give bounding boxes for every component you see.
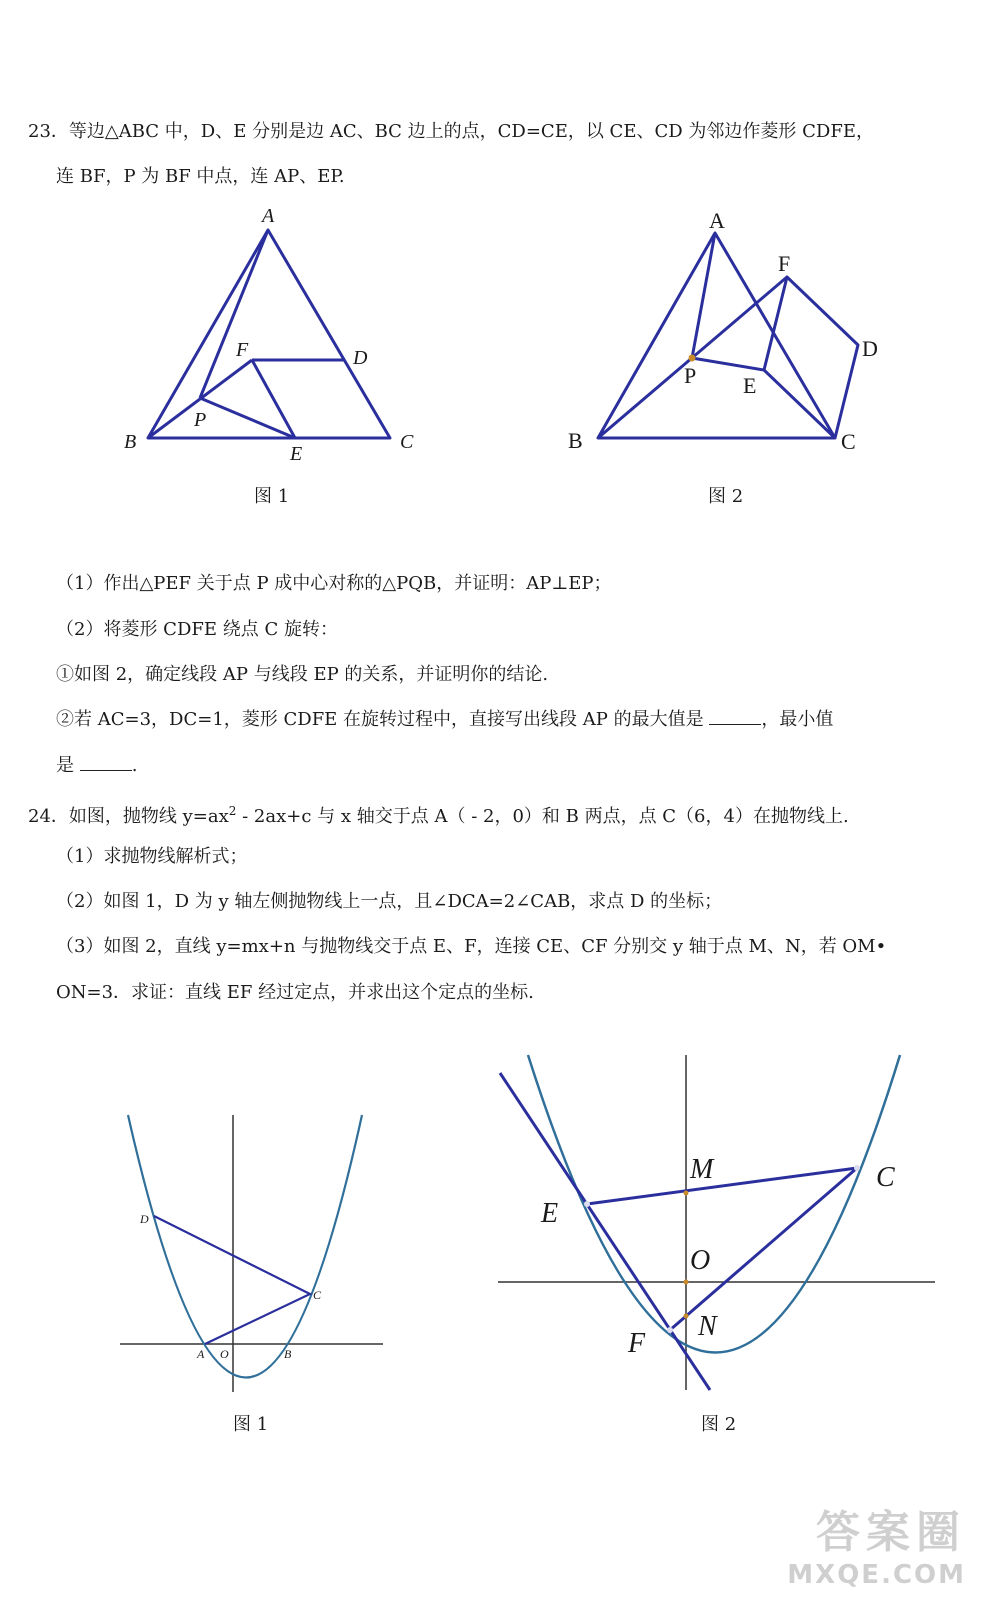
watermark-logo [787,1496,966,1590]
fig2-point-m [684,1191,689,1196]
p23-line2: 连 BF，P 为 BF 中点，连 AP、EP. [56,166,345,187]
fig2-label-e: E [743,373,757,398]
p24-line1-b: - 2ax+c 与 x 轴交于点 A（ - 2，0）和 B 两点，点 C（6，4）在抛物线上. [236,806,849,827]
fig2-point-f [667,1327,673,1333]
p24-part3-b: ON=3．求证：直线 EF 经过定点，并求出这个定点的坐标. [56,982,534,1003]
fig2-label-d: D [862,336,878,361]
p24-part2: （2）如图 1，D 为 y 轴左侧抛物线上一点，且∠DCA=2∠CAB，求点 D 的坐标； [56,891,723,912]
p23-part1: （1）作出△PEF 关于点 P 成中心对称的△PQB，并证明：AP⊥EP； [56,573,612,594]
p23-sub2-period: . [131,755,138,776]
fig2-point-o [684,1280,689,1285]
p23-fig2-caption: 图 2 [708,486,744,507]
watermark-en: MXQE.COM [787,1560,966,1590]
fig1b-label-b: B [284,1347,292,1361]
p23-sub1: ①如图 2，确定线段 AP 与线段 EP 的关系，并证明你的结论. [56,664,549,685]
p24-line1-sup: 2 [228,804,237,818]
fig2-label-p: P [684,363,697,388]
fig2-line-ef [500,1073,710,1390]
fig2-point-c [854,1165,860,1171]
p23-fig1-caption: 图 1 [254,486,290,507]
p23-sub2-min-text: ，最小值 [761,709,834,730]
p23-line1: 23．等边△ABC 中，D、E 分别是边 AC、BC 边上的点，CD=CE，以 CE、CD 为邻边作菱形 CDFE， [28,121,874,142]
fig1b-label-d: D [140,1212,149,1226]
p24-fig2-caption: 图 2 [701,1414,737,1435]
fig1-label-e: E [290,443,303,465]
fig2-segment-ec [587,1168,857,1204]
fig1b-label-a: A [197,1347,205,1361]
p24-line1-a: 24．如图，抛物线 y=ax [28,806,229,827]
fig2-label-b: B [568,428,583,453]
watermark-cn: 答案圈 [816,1507,966,1558]
fig1-label-d: D [353,347,368,369]
fig2b-label-f: F [628,1328,646,1359]
fig2b-label-o: O [690,1245,711,1276]
fig1-label-c: C [400,431,414,453]
p23-sub2-text: ②若 AC=3，DC=1，菱形 CDFE 在旋转过程中，直接写出线段 AP 的最大值是 [56,709,704,730]
fig2-point-n [684,1314,689,1319]
fig1b-label-o: O [220,1347,229,1361]
fig2b-label-m: M [690,1154,714,1185]
fig2-point-e [584,1201,590,1207]
fig1b-label-c: C [313,1288,322,1302]
fig1-label-a: A [262,205,275,227]
p24-part1: （1）求抛物线解析式； [56,846,248,867]
fig2-parabola [528,1055,900,1353]
fig1-label-f: F [236,339,249,361]
fig2b-label-c: C [876,1162,895,1193]
p23-part2: （2）将菱形 CDFE 绕点 C 旋转： [56,619,338,640]
fig1-parabola [128,1115,362,1378]
fig2-label-a: A [709,208,725,233]
fig2-label-c: C [841,429,856,454]
p24-fig1 [120,1115,383,1392]
p24-fig1-caption: 图 1 [233,1414,269,1435]
p24-part3: （3）如图 2，直线 y=mx+n 与抛物线交于点 E、F，连接 CE、CF 分别交 y 轴于点 M、N，若 OM• [56,936,887,957]
fig1-label-b: B [124,431,137,453]
fig1-label-p: P [194,409,207,431]
fig2b-label-e: E [541,1198,559,1229]
fig2-label-f: F [778,251,791,276]
fig2b-label-n: N [698,1311,717,1342]
p23-sub2-shi: 是 [56,755,74,776]
fig1-lines-dca [154,1216,310,1344]
